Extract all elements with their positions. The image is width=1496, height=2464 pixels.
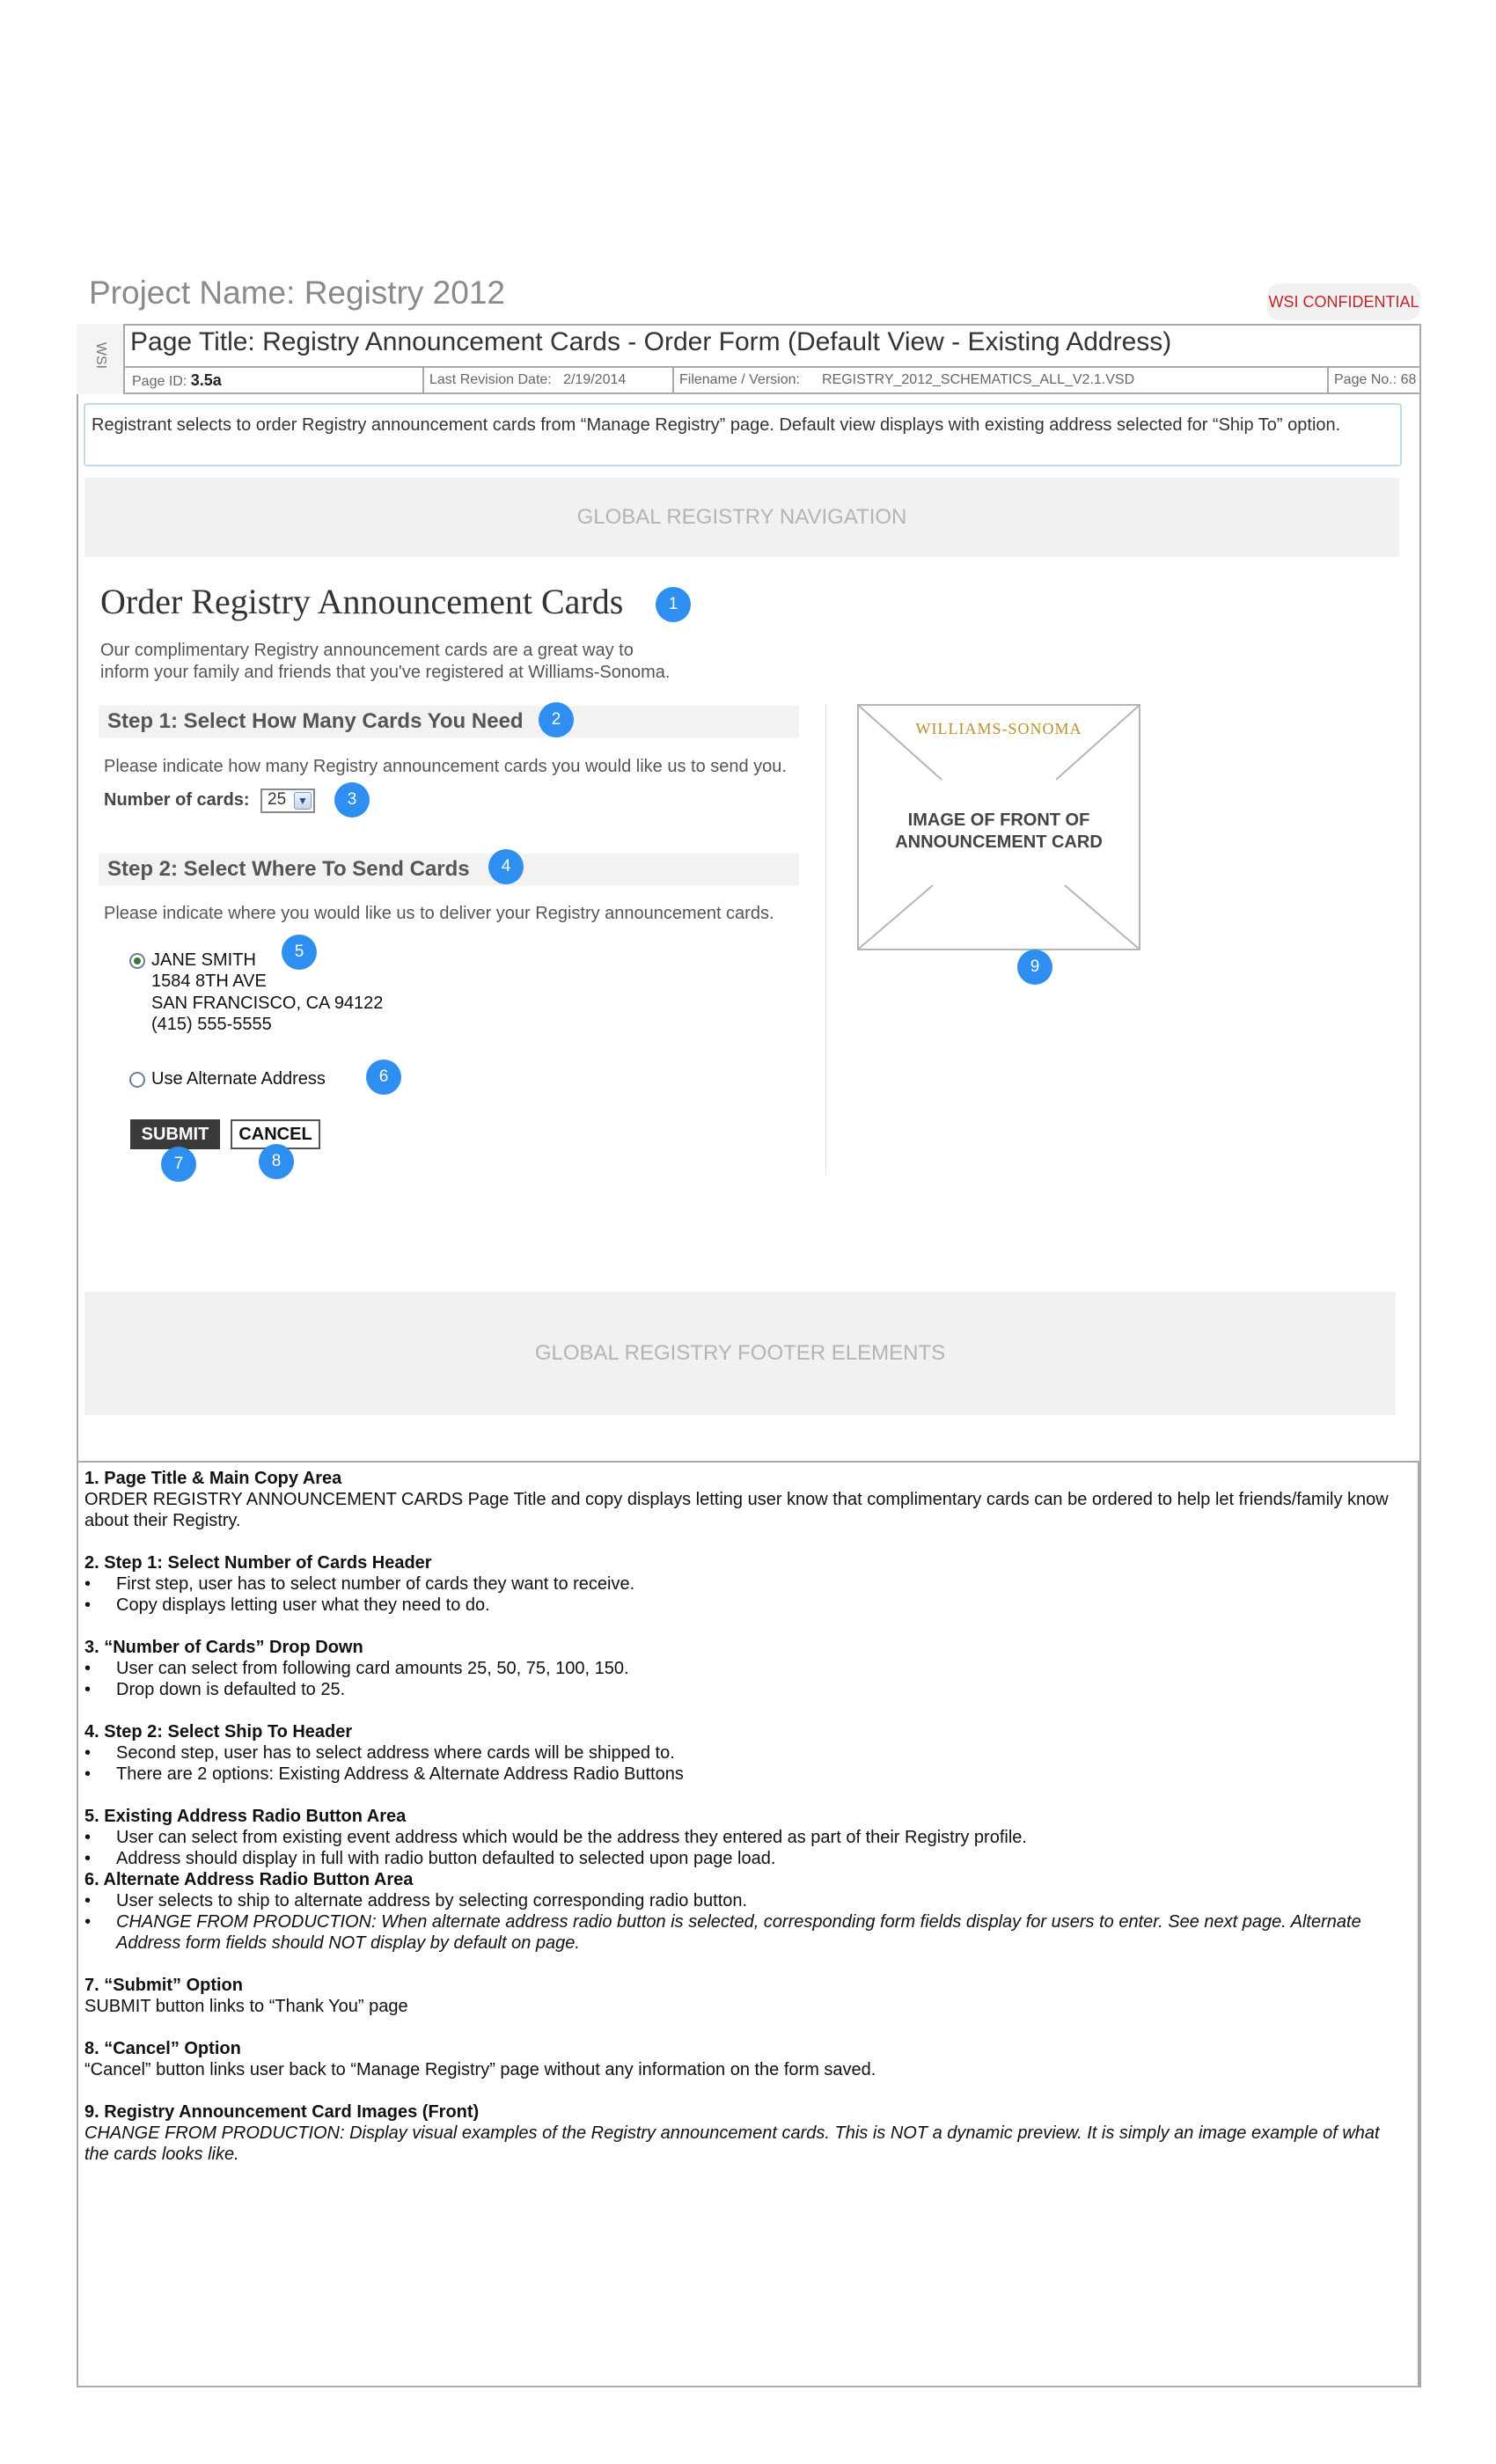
step1-copy: Please indicate how many Registry announcement cards you would like us to send you. bbox=[104, 757, 787, 776]
card-caption-line-2: ANNOUNCEMENT CARD bbox=[895, 832, 1103, 852]
revision-value: 2/19/2014 bbox=[563, 372, 627, 387]
address-name: JANE SMITH bbox=[151, 950, 256, 970]
meta-divider bbox=[1327, 366, 1329, 394]
annotation-badge-4: 4 bbox=[488, 849, 524, 884]
annotation-badge-2: 2 bbox=[539, 702, 574, 737]
annotation-badge-8: 8 bbox=[259, 1144, 294, 1179]
meta-divider bbox=[672, 366, 674, 394]
page-id bbox=[132, 368, 222, 392]
annotation-badge-9: 9 bbox=[1017, 950, 1052, 985]
note-2-bullet: • First step, user has to select number of cards they want to receive. bbox=[84, 1573, 1404, 1595]
address-phone: (415) 555-5555 bbox=[151, 1015, 272, 1034]
annotation-badge-5: 5 bbox=[282, 935, 317, 970]
note-4-bullet: • Second step, user has to select address where cards will be shipped to. bbox=[84, 1742, 1404, 1764]
global-navigation-placeholder: GLOBAL REGISTRY NAVIGATION bbox=[84, 478, 1399, 557]
annotation-badge-1: 1 bbox=[656, 587, 691, 622]
alternate-address-radio[interactable] bbox=[129, 1072, 145, 1088]
note-5-bullet: • User can select from existing event address which would be the address they entered as part of their Registry profile. bbox=[84, 1827, 1404, 1848]
card-image-caption bbox=[857, 810, 1140, 854]
form-heading: Order Registry Announcement Cards bbox=[100, 582, 624, 621]
alternate-address-label: Use Alternate Address bbox=[151, 1069, 326, 1089]
global-footer-placeholder: GLOBAL REGISTRY FOOTER ELEMENTS bbox=[84, 1292, 1396, 1415]
note-2-bullet: • Copy displays letting user what they need to do. bbox=[84, 1595, 1404, 1616]
filename-label: Filename / Version: bbox=[679, 372, 800, 387]
note-7-title: 7. “Submit” Option bbox=[84, 1976, 243, 1995]
step2-copy: Please indicate where you would like us to deliver your Registry announcement cards. bbox=[104, 904, 774, 923]
intro-line-1: Our complimentary Registry announcement cards are a great way to bbox=[100, 641, 634, 660]
chevron-down-icon[interactable]: ▼ bbox=[294, 792, 312, 810]
intro-copy bbox=[100, 640, 716, 684]
notes-frame-edge bbox=[77, 1461, 78, 2387]
revision-date bbox=[429, 368, 626, 392]
note-1-text: ORDER REGISTRY ANNOUNCEMENT CARDS Page Title and copy displays letting user know that complimentary cards can be ordered to help let friends/family know about their Registry. bbox=[84, 1490, 1389, 1530]
revision-label: Last Revision Date: bbox=[429, 372, 552, 387]
note-8-title: 8. “Cancel” Option bbox=[84, 2039, 241, 2058]
description-text: Registrant selects to order Registry announcement cards from “Manage Registry” page. Default view displays with existing address selected for “Ship To” option. bbox=[92, 415, 1341, 435]
page-id-value: 3.5a bbox=[190, 371, 222, 389]
radio-selected-dot bbox=[134, 957, 141, 964]
annotation-notes bbox=[84, 1468, 1404, 2165]
confidential-badge: WSI CONFIDENTIAL bbox=[1267, 283, 1420, 320]
note-7-text: SUBMIT button links to “Thank You” page bbox=[84, 1997, 408, 2016]
note-3-title: 3. “Number of Cards” Drop Down bbox=[84, 1638, 363, 1657]
note-1-title: 1. Page Title & Main Copy Area bbox=[84, 1469, 342, 1488]
filename-value: REGISTRY_2012_SCHEMATICS_ALL_V2.1.VSD bbox=[822, 372, 1135, 387]
page-number: Page No.: 68 bbox=[1334, 372, 1417, 387]
submit-button[interactable]: SUBMIT bbox=[130, 1119, 220, 1149]
column-divider bbox=[825, 704, 826, 1175]
note-3-bullet: • Drop down is defaulted to 25. bbox=[84, 1679, 1404, 1700]
notes-frame-edge bbox=[1418, 1461, 1419, 2387]
williams-sonoma-logo: WILLIAMS-SONOMA bbox=[915, 720, 1082, 737]
step1-title: Step 1: Select How Many Cards You Need bbox=[107, 709, 524, 733]
note-5-bullet: • Address should display in full with radio button defaulted to selected upon page load. bbox=[84, 1848, 1404, 1869]
page-id-label: Page ID: bbox=[132, 374, 187, 389]
page-title: Page Title: Registry Announcement Cards - Order Form (Default View - Existing Address) bbox=[130, 327, 1172, 356]
step2-title: Step 2: Select Where To Send Cards bbox=[107, 857, 470, 881]
note-9-title: 9. Registry Announcement Card Images (Front) bbox=[84, 2102, 480, 2122]
wsi-label: WSI bbox=[93, 341, 108, 370]
annotation-badge-3: 3 bbox=[334, 782, 370, 818]
number-of-cards-label: Number of cards: bbox=[104, 790, 250, 810]
note-6-bullet: • User selects to ship to alternate address by selecting corresponding radio button. bbox=[84, 1890, 1404, 1911]
address-city: SAN FRANCISCO, CA 94122 bbox=[151, 994, 384, 1013]
note-5-title: 5. Existing Address Radio Button Area bbox=[84, 1807, 407, 1826]
number-of-cards-value: 25 bbox=[268, 790, 287, 809]
note-4-bullet: • There are 2 options: Existing Address & Alternate Address Radio Buttons bbox=[84, 1764, 1404, 1785]
annotation-badge-7: 7 bbox=[161, 1147, 196, 1182]
note-8-text: “Cancel” button links user back to “Manage Registry” page without any information on the form saved. bbox=[84, 2060, 876, 2079]
intro-line-2: inform your family and friends that you've registered at Williams-Sonoma. bbox=[100, 663, 671, 682]
note-6-bullet: • CHANGE FROM PRODUCTION: When alternate address radio button is selected, corresponding form fields display for users to enter. See next page. Alternate Address form fields should NOT display by default on page. bbox=[84, 1911, 1404, 1954]
note-6-title: 6. Alternate Address Radio Button Area bbox=[84, 1870, 414, 1889]
project-name: Project Name: Registry 2012 bbox=[89, 275, 505, 311]
card-caption-line-1: IMAGE OF FRONT OF bbox=[907, 810, 1090, 830]
note-9-text: CHANGE FROM PRODUCTION: Display visual examples of the Registry announcement cards. This is NOT a dynamic preview. It is simply an image example of what the cards looks like. bbox=[84, 2123, 1380, 2164]
meta-divider bbox=[422, 366, 424, 394]
note-4-title: 4. Step 2: Select Ship To Header bbox=[84, 1722, 353, 1742]
note-3-bullet: • User can select from following card amounts 25, 50, 75, 100, 150. bbox=[84, 1658, 1404, 1679]
annotation-badge-6: 6 bbox=[366, 1060, 401, 1095]
note-2-title: 2. Step 1: Select Number of Cards Header bbox=[84, 1553, 432, 1573]
address-street: 1584 8TH AVE bbox=[151, 972, 267, 991]
cancel-button[interactable]: CANCEL bbox=[231, 1119, 320, 1149]
